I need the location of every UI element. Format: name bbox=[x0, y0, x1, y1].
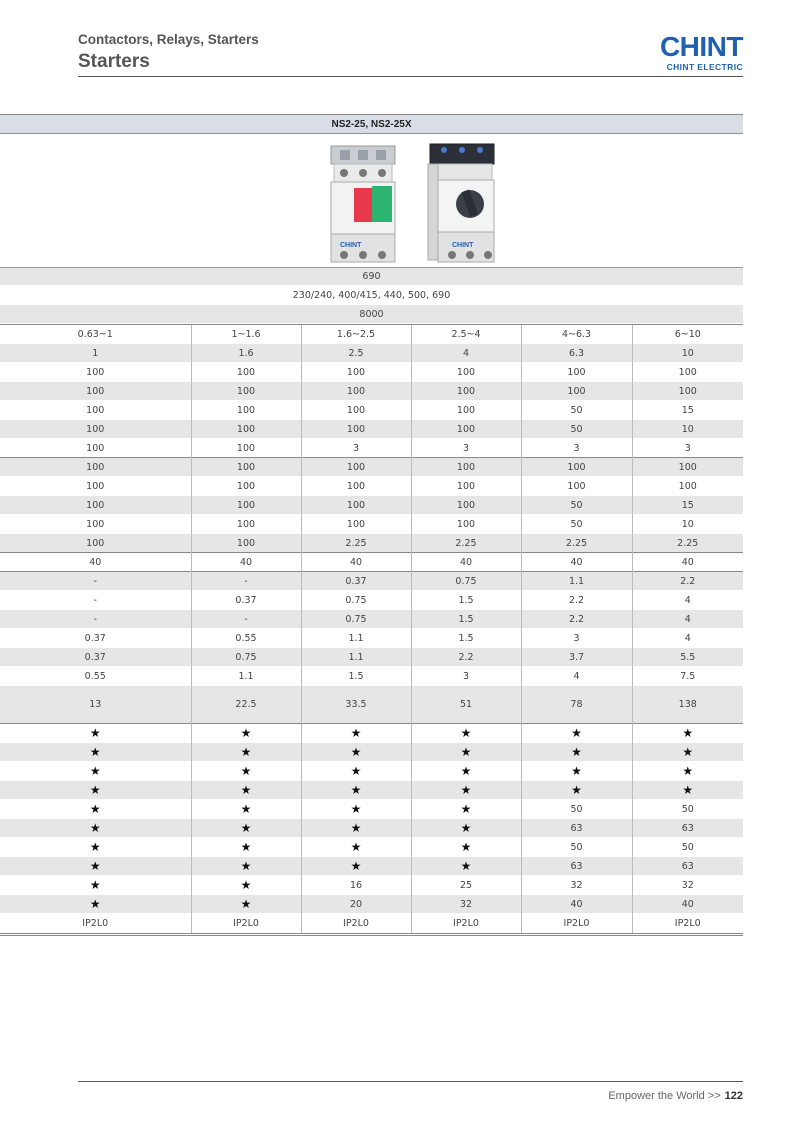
table-cell: ★ bbox=[301, 762, 411, 781]
table-cell: 100 bbox=[0, 534, 191, 553]
table-cell: 4 bbox=[632, 610, 743, 629]
table-cell: - bbox=[0, 610, 191, 629]
table-cell: 6~10 bbox=[632, 325, 743, 344]
table-cell: 100 bbox=[191, 363, 301, 382]
table-cell: ★ bbox=[191, 857, 301, 876]
table-cell: 100 bbox=[191, 439, 301, 458]
section-title: Contactors, Relays, Starters bbox=[78, 32, 259, 47]
table-cell: ★ bbox=[301, 838, 411, 857]
table-cell: ★ bbox=[89, 764, 101, 778]
table-cell: 100 bbox=[86, 480, 105, 492]
table-cell: 25 bbox=[411, 876, 521, 895]
table-cell: 50 bbox=[521, 515, 632, 534]
table-cell: 100 bbox=[0, 458, 191, 477]
table-cell: ★ bbox=[521, 781, 632, 800]
table-cell: ★ bbox=[191, 819, 301, 838]
table-cell: 32 bbox=[411, 895, 521, 914]
table-cell: 50 bbox=[521, 496, 632, 515]
table-cell: ★ bbox=[0, 743, 191, 762]
table-cell: 63 bbox=[632, 857, 743, 876]
table-cell: 51 bbox=[411, 686, 521, 724]
table-cell: 100 bbox=[301, 458, 411, 477]
table-cell: 100 bbox=[632, 477, 743, 496]
table-cell: 4 bbox=[411, 344, 521, 363]
table-cell: 100 bbox=[411, 515, 521, 534]
table-cell: 2.5 bbox=[301, 344, 411, 363]
table-row bbox=[0, 686, 743, 724]
table-cell: 100 bbox=[301, 515, 411, 534]
full-row-rated-voltage: 690 bbox=[0, 267, 743, 286]
table-cell: 5.5 bbox=[632, 648, 743, 667]
table-cell: 50 bbox=[521, 800, 632, 819]
table-cell: 1.6~2.5 bbox=[301, 325, 411, 344]
table-cell: 50 bbox=[521, 401, 632, 420]
table-cell: ★ bbox=[411, 800, 521, 819]
table-cell: 138 bbox=[632, 686, 743, 724]
table-cell: 0.75 bbox=[411, 572, 521, 591]
table-cell: 40 bbox=[301, 553, 411, 572]
table-row bbox=[0, 838, 743, 857]
table-cell: 33.5 bbox=[301, 686, 411, 724]
table-cell: ★ bbox=[301, 819, 411, 838]
table-cell: 3.7 bbox=[521, 648, 632, 667]
table-cell: ★ bbox=[411, 857, 521, 876]
table-cell: 50 bbox=[521, 838, 632, 857]
table-cell: 100 bbox=[191, 382, 301, 401]
table-cell: 100 bbox=[411, 496, 521, 515]
logo-subtitle: CHINT ELECTRIC bbox=[666, 62, 743, 72]
table-cell: IP2L0 bbox=[191, 914, 301, 933]
table-cell: IP2L0 bbox=[632, 914, 743, 933]
table-cell: 100 bbox=[0, 420, 191, 439]
table-cell: 100 bbox=[411, 382, 521, 401]
spec-table bbox=[0, 114, 743, 936]
table-cell: IP2L0 bbox=[521, 914, 632, 933]
table-row bbox=[0, 914, 743, 933]
table-cell: ★ bbox=[191, 838, 301, 857]
table-cell: 3 bbox=[411, 667, 521, 686]
table-cell: 2.2 bbox=[411, 648, 521, 667]
table-cell: 100 bbox=[521, 382, 632, 401]
table-cell: 1.5 bbox=[411, 591, 521, 610]
table-cell: 3 bbox=[632, 439, 743, 458]
table-cell: ★ bbox=[0, 781, 191, 800]
table-cell: 4 bbox=[632, 591, 743, 610]
table-cell: ★ bbox=[411, 838, 521, 857]
table-cell: 63 bbox=[632, 819, 743, 838]
table-cell: 6.3 bbox=[521, 344, 632, 363]
table-cell: - bbox=[191, 572, 301, 591]
table-cell: 1.1 bbox=[301, 629, 411, 648]
table-cell: - bbox=[0, 572, 191, 591]
table-cell: ★ bbox=[301, 724, 411, 743]
table-cell: 1 bbox=[0, 344, 191, 363]
table-cell: ★ bbox=[301, 800, 411, 819]
table-row bbox=[0, 857, 743, 876]
table-row bbox=[0, 420, 743, 439]
table-cell: 13 bbox=[0, 686, 191, 724]
page-number: 122 bbox=[724, 1090, 743, 1102]
table-cell: ★ bbox=[301, 781, 411, 800]
table-cell: 1~1.6 bbox=[191, 325, 301, 344]
table-cell: 40 bbox=[521, 895, 632, 914]
table-cell: 40 bbox=[0, 553, 191, 572]
table-cell: ★ bbox=[191, 743, 301, 762]
table-cell: 2.2 bbox=[521, 591, 632, 610]
table-cell: 50 bbox=[521, 420, 632, 439]
page-title: Starters bbox=[78, 51, 150, 72]
table-cell: 1.5 bbox=[301, 667, 411, 686]
table-cell: 100 bbox=[86, 518, 105, 530]
table-cell: 100 bbox=[191, 458, 301, 477]
table-row bbox=[0, 477, 743, 496]
table-cell: 1.1 bbox=[521, 572, 632, 591]
table-cell: 100 bbox=[191, 477, 301, 496]
table-cell: ★ bbox=[191, 876, 301, 895]
table-row bbox=[0, 363, 743, 382]
table-row bbox=[0, 876, 743, 895]
table-cell: 0.37 bbox=[301, 572, 411, 591]
table-cell: 4 bbox=[521, 667, 632, 686]
table-cell: 100 bbox=[301, 401, 411, 420]
table-cell: 1.5 bbox=[411, 629, 521, 648]
table-cell: ★ bbox=[411, 743, 521, 762]
table-cell: 1.1 bbox=[301, 648, 411, 667]
table-cell: ★ bbox=[191, 762, 301, 781]
table-cell: ★ bbox=[89, 878, 101, 892]
table-cell: 4~6.3 bbox=[521, 325, 632, 344]
model-header: NS2-25, NS2-25X bbox=[0, 115, 743, 134]
table-cell: 100 bbox=[191, 534, 301, 553]
table-row bbox=[0, 458, 743, 477]
table-cell: ★ bbox=[191, 781, 301, 800]
table-cell: 100 bbox=[632, 382, 743, 401]
table-cell: ★ bbox=[521, 762, 632, 781]
table-cell: ★ bbox=[411, 819, 521, 838]
table-cell: 32 bbox=[521, 876, 632, 895]
table-cell: 100 bbox=[411, 401, 521, 420]
table-cell: 4 bbox=[632, 629, 743, 648]
table-cell: 0.37 bbox=[0, 648, 191, 667]
table-cell: ★ bbox=[0, 819, 191, 838]
table-row bbox=[0, 762, 743, 781]
table-cell: 0.63~1 bbox=[0, 325, 191, 344]
table-cell: 100 bbox=[191, 515, 301, 534]
table-cell: 100 bbox=[86, 404, 105, 416]
table-cell: 100 bbox=[411, 420, 521, 439]
table-cell: 100 bbox=[521, 458, 632, 477]
table-cell: 0.55 bbox=[191, 629, 301, 648]
ns2-25x-image bbox=[428, 144, 494, 262]
table-cell: ★ bbox=[191, 895, 301, 914]
table-cell: 3 bbox=[411, 439, 521, 458]
table-row bbox=[0, 534, 743, 553]
table-cell: ★ bbox=[632, 724, 743, 743]
table-cell: ★ bbox=[301, 743, 411, 762]
values-grid bbox=[0, 324, 743, 933]
table-cell: 2.25 bbox=[301, 534, 411, 553]
table-cell: 78 bbox=[521, 686, 632, 724]
table-cell: ★ bbox=[632, 743, 743, 762]
table-cell: 7.5 bbox=[632, 667, 743, 686]
table-row bbox=[0, 667, 743, 686]
logo-wordmark: CHINT bbox=[659, 31, 743, 62]
table-cell: 100 bbox=[191, 401, 301, 420]
table-cell: 50 bbox=[632, 838, 743, 857]
chint-logo bbox=[643, 33, 743, 72]
table-cell: 3 bbox=[521, 629, 632, 648]
table-cell: 0.75 bbox=[301, 610, 411, 629]
table-cell: 2.5~4 bbox=[411, 325, 521, 344]
table-cell: 0.75 bbox=[191, 648, 301, 667]
table-cell: ★ bbox=[632, 781, 743, 800]
table-cell: 10 bbox=[632, 515, 743, 534]
table-cell: 50 bbox=[632, 800, 743, 819]
right-photo-label: CHINT bbox=[452, 242, 474, 249]
table-cell: 40 bbox=[632, 895, 743, 914]
table-cell: 16 bbox=[301, 876, 411, 895]
table-row bbox=[0, 724, 743, 743]
ns2-25-image bbox=[331, 146, 395, 262]
full-row-impulse-voltage: 8000 bbox=[0, 305, 743, 324]
table-cell: ★ bbox=[521, 724, 632, 743]
table-cell: 1.5 bbox=[411, 610, 521, 629]
table-cell: 100 bbox=[86, 366, 105, 378]
table-row bbox=[0, 515, 743, 534]
table-bottom-rule bbox=[0, 933, 743, 936]
table-row bbox=[0, 610, 743, 629]
table-cell: 40 bbox=[632, 553, 743, 572]
table-row bbox=[0, 439, 743, 458]
table-cell: 3 bbox=[301, 439, 411, 458]
table-cell: 100 bbox=[521, 477, 632, 496]
table-cell: 10 bbox=[632, 344, 743, 363]
table-cell: ★ bbox=[411, 724, 521, 743]
table-cell: ★ bbox=[301, 857, 411, 876]
table-cell: 100 bbox=[191, 420, 301, 439]
table-row bbox=[0, 382, 743, 401]
table-cell: IP2L0 bbox=[301, 914, 411, 933]
table-cell: 100 bbox=[0, 496, 191, 515]
full-row-operating-voltage: 230/240, 400/415, 440, 500, 690 bbox=[0, 286, 743, 305]
table-row bbox=[0, 344, 743, 363]
table-cell: 100 bbox=[301, 382, 411, 401]
table-cell: 22.5 bbox=[191, 686, 301, 724]
table-cell: - bbox=[191, 610, 301, 629]
table-cell: ★ bbox=[191, 724, 301, 743]
table-row bbox=[0, 800, 743, 819]
table-cell: 100 bbox=[411, 458, 521, 477]
table-cell: 20 bbox=[301, 895, 411, 914]
table-cell: 15 bbox=[632, 401, 743, 420]
table-row bbox=[0, 743, 743, 762]
table-cell: 32 bbox=[632, 876, 743, 895]
table-row bbox=[0, 629, 743, 648]
table-cell: 2.2 bbox=[632, 572, 743, 591]
table-cell: ★ bbox=[89, 840, 101, 854]
table-cell: ★ bbox=[0, 857, 191, 876]
table-cell: 100 bbox=[301, 477, 411, 496]
table-row bbox=[0, 591, 743, 610]
footer-slogan: Empower the World >> bbox=[608, 1090, 721, 1102]
starter-illustration bbox=[0, 134, 743, 267]
table-cell: ★ bbox=[89, 802, 101, 816]
table-cell: 2.25 bbox=[632, 534, 743, 553]
table-cell: 2.2 bbox=[521, 610, 632, 629]
table-cell: 1.1 bbox=[191, 667, 301, 686]
header-divider bbox=[78, 76, 743, 77]
table-cell: ★ bbox=[191, 800, 301, 819]
table-cell: IP2L0 bbox=[411, 914, 521, 933]
table-cell: 2.25 bbox=[411, 534, 521, 553]
table-cell: 10 bbox=[632, 420, 743, 439]
table-cell: 2.25 bbox=[521, 534, 632, 553]
table-row bbox=[0, 648, 743, 667]
table-cell: 100 bbox=[632, 363, 743, 382]
table-cell: IP2L0 bbox=[82, 917, 109, 929]
table-cell: 100 bbox=[86, 442, 105, 454]
table-cell: 0.55 bbox=[84, 670, 106, 682]
table-row bbox=[0, 572, 743, 591]
table-cell: 40 bbox=[191, 553, 301, 572]
table-row bbox=[0, 781, 743, 800]
table-row bbox=[0, 553, 743, 572]
table-cell: 100 bbox=[411, 363, 521, 382]
table-cell: 15 bbox=[632, 496, 743, 515]
table-cell: ★ bbox=[632, 762, 743, 781]
table-cell: ★ bbox=[411, 762, 521, 781]
table-cell: 40 bbox=[411, 553, 521, 572]
footer bbox=[608, 1090, 743, 1102]
table-cell: 3 bbox=[521, 439, 632, 458]
table-cell: 100 bbox=[521, 363, 632, 382]
table-cell: ★ bbox=[0, 895, 191, 914]
table-cell: 100 bbox=[632, 458, 743, 477]
table-cell: 100 bbox=[0, 382, 191, 401]
table-cell: 63 bbox=[521, 819, 632, 838]
table-row bbox=[0, 325, 743, 344]
table-cell: 100 bbox=[301, 420, 411, 439]
table-cell: ★ bbox=[521, 743, 632, 762]
left-photo-label: CHINT bbox=[340, 242, 362, 249]
table-cell: 0.37 bbox=[191, 591, 301, 610]
footer-divider bbox=[78, 1081, 743, 1082]
product-photo bbox=[0, 134, 743, 267]
table-cell: ★ bbox=[0, 724, 191, 743]
table-cell: 40 bbox=[521, 553, 632, 572]
table-row bbox=[0, 819, 743, 838]
table-row bbox=[0, 401, 743, 420]
table-row bbox=[0, 496, 743, 515]
table-cell: 1.6 bbox=[191, 344, 301, 363]
table-cell: 0.75 bbox=[301, 591, 411, 610]
table-cell: 0.37 bbox=[84, 632, 106, 644]
table-cell: 63 bbox=[521, 857, 632, 876]
table-cell: 100 bbox=[301, 363, 411, 382]
table-cell: 100 bbox=[191, 496, 301, 515]
table-cell: ★ bbox=[411, 781, 521, 800]
table-cell: 100 bbox=[411, 477, 521, 496]
table-row bbox=[0, 895, 743, 914]
table-cell: - bbox=[93, 594, 97, 606]
table-cell: 100 bbox=[301, 496, 411, 515]
